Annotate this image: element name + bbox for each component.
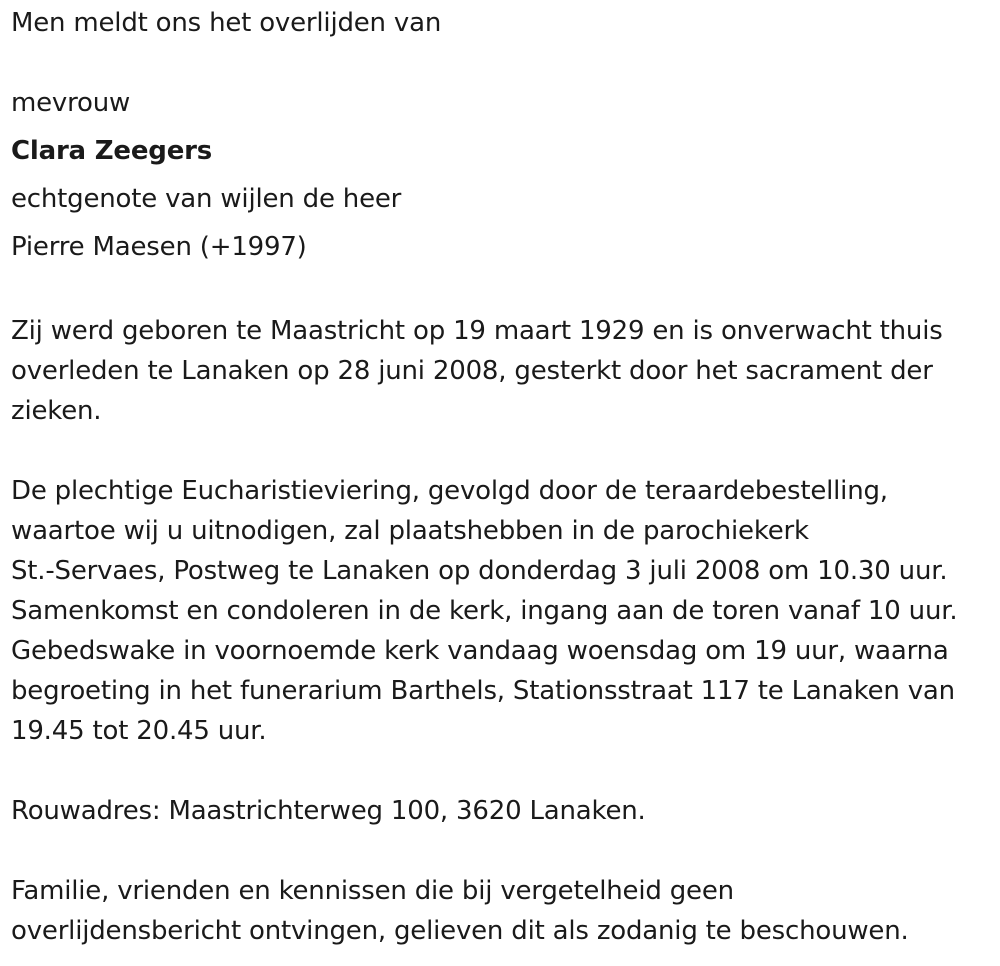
- paragraph-line: begroeting in het funerarium Barthels, Stationsstraat 117 te Lanaken van: [11, 676, 955, 706]
- deceased-name: Clara Zeegers: [11, 136, 213, 166]
- paragraph-line: De plechtige Eucharistieviering, gevolgd door de teraardebestelling,: [11, 476, 888, 506]
- family-notice-paragraph: [11, 871, 909, 951]
- mourning-address: Rouwadres: Maastrichterweg 100, 3620 Lanaken.: [11, 796, 646, 826]
- paragraph-line: waartoe wij u uitnodigen, zal plaatshebben in de parochiekerk: [11, 516, 809, 546]
- paragraph-line: zieken.: [11, 396, 102, 426]
- spouse-label: echtgenote van wijlen de heer: [11, 184, 402, 214]
- paragraph-line: overlijdensbericht ontvingen, gelieven dit als zodanig te beschouwen.: [11, 916, 909, 946]
- birth-death-paragraph: [11, 311, 943, 431]
- spouse-name: Pierre Maesen (+1997): [11, 232, 307, 262]
- paragraph-line: Samenkomst en condoleren in de kerk, ingang aan de toren vanaf 10 uur.: [11, 596, 958, 626]
- honorific: mevrouw: [11, 88, 131, 118]
- address-paragraph: [11, 791, 646, 831]
- paragraph-line: Gebedswake in voornoemde kerk vandaag woensdag om 19 uur, waarna: [11, 636, 949, 666]
- paragraph-line: Zij werd geboren te Maastricht op 19 maart 1929 en is onverwacht thuis: [11, 316, 943, 346]
- paragraph-line: 19.45 tot 20.45 uur.: [11, 716, 267, 746]
- intro-text: Men meldt ons het overlijden van: [11, 8, 442, 38]
- paragraph-line: overleden te Lanaken op 28 juni 2008, gesterkt door het sacrament der: [11, 356, 933, 386]
- paragraph-line: Familie, vrienden en kennissen die bij vergetelheid geen: [11, 876, 734, 906]
- service-paragraph: [11, 471, 957, 751]
- paragraph-line: St.-Servaes, Postweg te Lanaken op donderdag 3 juli 2008 om 10.30 uur.: [11, 556, 948, 586]
